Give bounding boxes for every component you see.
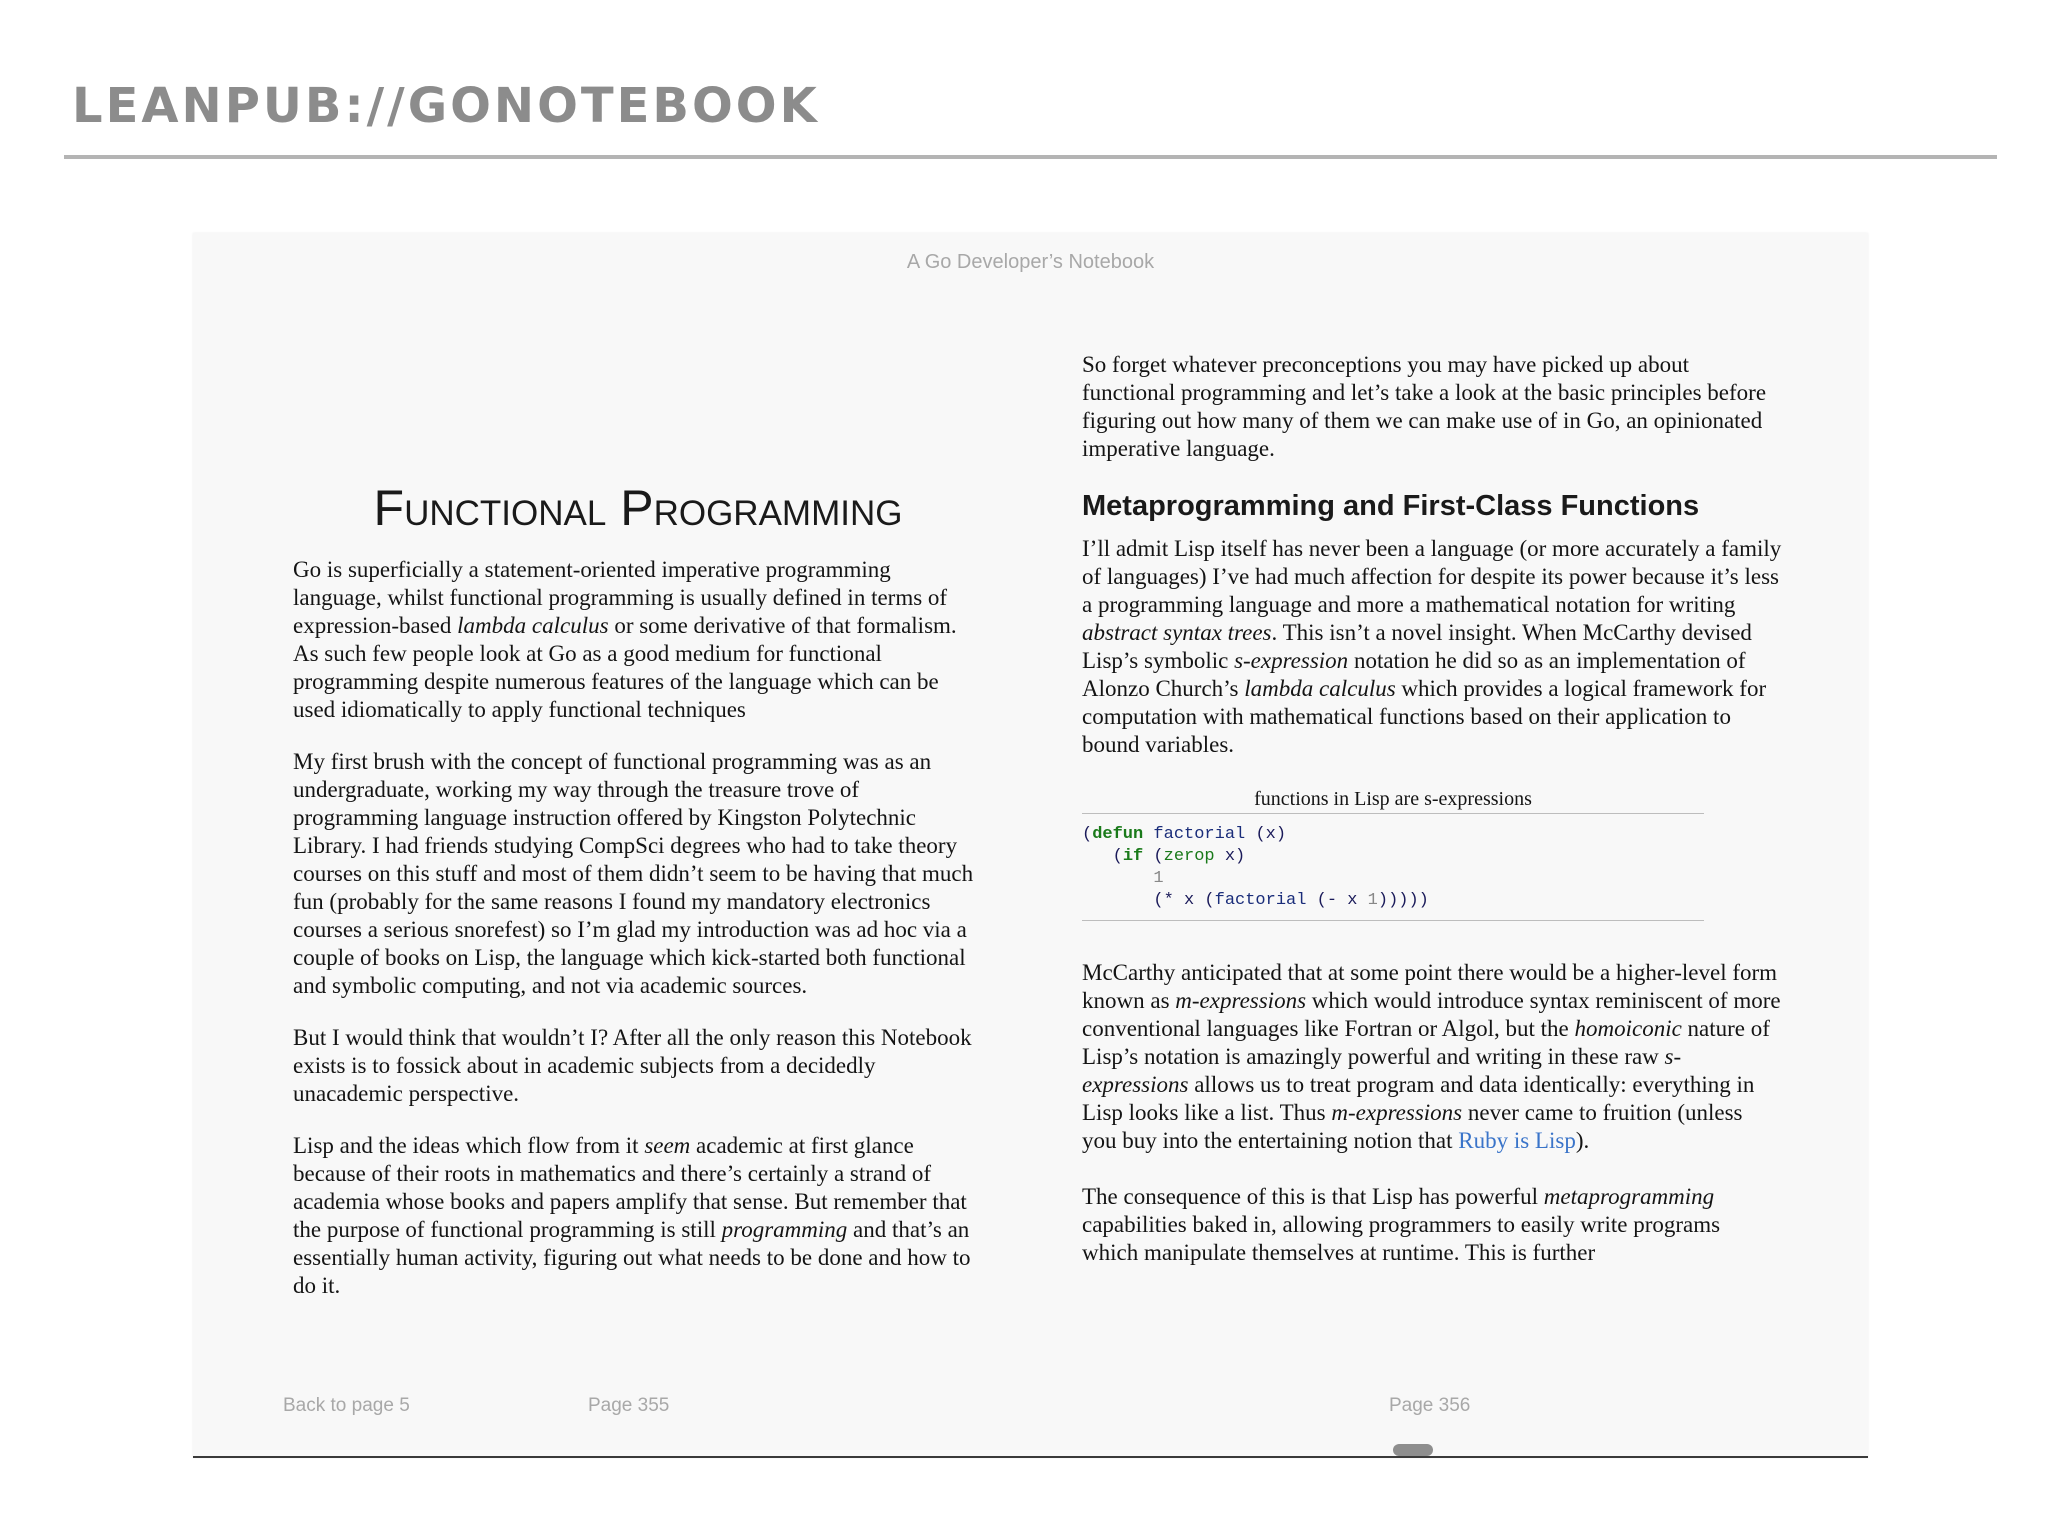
code-line: 1 [1153,869,1164,888]
paragraph: Go is superficially a statement-oriented imperative programming language, whilst functional programming is usually defined in terms of expression-based lambda calculus or some derivative of that formalism. As such few people look at Go as a good medium for functional programming despite numerous features of the language which can be used idiomatically to apply functional techniques [293,557,957,722]
page-number-left: Page 355 [588,1395,670,1416]
code-line: (defun factorial (x) [1082,825,1287,844]
paragraph: The consequence of this is that Lisp has powerful metaprogramming capabilities baked in, allowing programmers to easily write programs which manipulate themselves at runtime. This is further [1082,1184,1721,1265]
page-scrubber-handle[interactable] [1393,1444,1433,1456]
code-line: (* x (factorial (- x 1))))) [1082,891,1429,910]
chapter-title: Functional Programming [373,480,903,536]
left-page [293,480,983,1324]
right-page [1082,351,1782,1291]
paragraph: I’ll admit Lisp itself has never been a language (or more accurately a family of languages) I’ve had much affection for despite its power because it’s less a programming language and more a mathematical notation for writing abstract syntax trees. This isn’t a novel insight. When McCarthy devised Lisp’s symbolic s-expression notation he did so as an implementation of Alonzo Church’s lambda calculus which provides a logical framework for computation with mathematical functions based on their application to bound variables. [1082,536,1782,757]
paragraph: My first brush with the concept of functional programming was as an undergraduate, working my way through the treasure trove of programming language instruction offered by Kingston Polytechnic Library. I had friends studying CompSci degrees who had to take theory courses on this stuff and most of them didn’t seem to be having that much fun (probably for the same reasons I found my mandatory electronics courses a serious snorefest) so I’m glad my introduction was ad hoc via a couple of books on Lisp, the language which kick-started both functional and symbolic computing, and not via academic sources. [293,749,974,998]
paragraph: But I would think that wouldn’t I? After all the only reason this Notebook exists is to fossick about in academic subjects from a decidedly unacademic perspective. [293,1025,972,1106]
ruby-is-lisp-link[interactable]: Ruby is Lisp [1458,1128,1576,1153]
ebook-reader [193,233,1868,1458]
header-divider [64,155,1997,159]
section-title: Metaprogramming and First-Class Functions [1082,490,1700,522]
paragraph: McCarthy anticipated that at some point there would be a higher-level form known as m-expressions which would introduce syntax reminiscent of more conventional languages like Fortran or Algol, but the homoiconic nature of Lisp’s notation is amazingly powerful and writing in these raw s-expressions allows us to treat program and data identically: everything in Lisp looks like a list. Thus m-expressions never came to fruition (unless you buy into the entertaining notion that Ruby is Lisp). [1082,960,1781,1153]
code-line: (if (zerop x) [1082,847,1246,866]
slide-header: LEANPUB://GONOTEBOOK [72,78,820,134]
paragraph: So forget whatever preconceptions you may have picked up about functional programming and let’s take a look at the basic principles before figuring out how many of them we can make use of in Go, an opinionated imperative language. [1082,352,1767,461]
back-to-page-link[interactable]: Back to page 5 [283,1395,410,1416]
paragraph: Lisp and the ideas which flow from it seem academic at first glance because of their roots in mathematics and there’s certainly a strand of academia whose books and papers amplify that sense. But remember that the purpose of functional programming is still programming and that’s an essentially human activity, figuring out what needs to be done and how to do it. [293,1133,971,1298]
code-listing [1082,813,1704,921]
page-number-right: Page 356 [1389,1395,1471,1416]
code-caption: functions in Lisp are s-expressions [1254,788,1532,810]
running-head: A Go Developer’s Notebook [906,251,1155,273]
